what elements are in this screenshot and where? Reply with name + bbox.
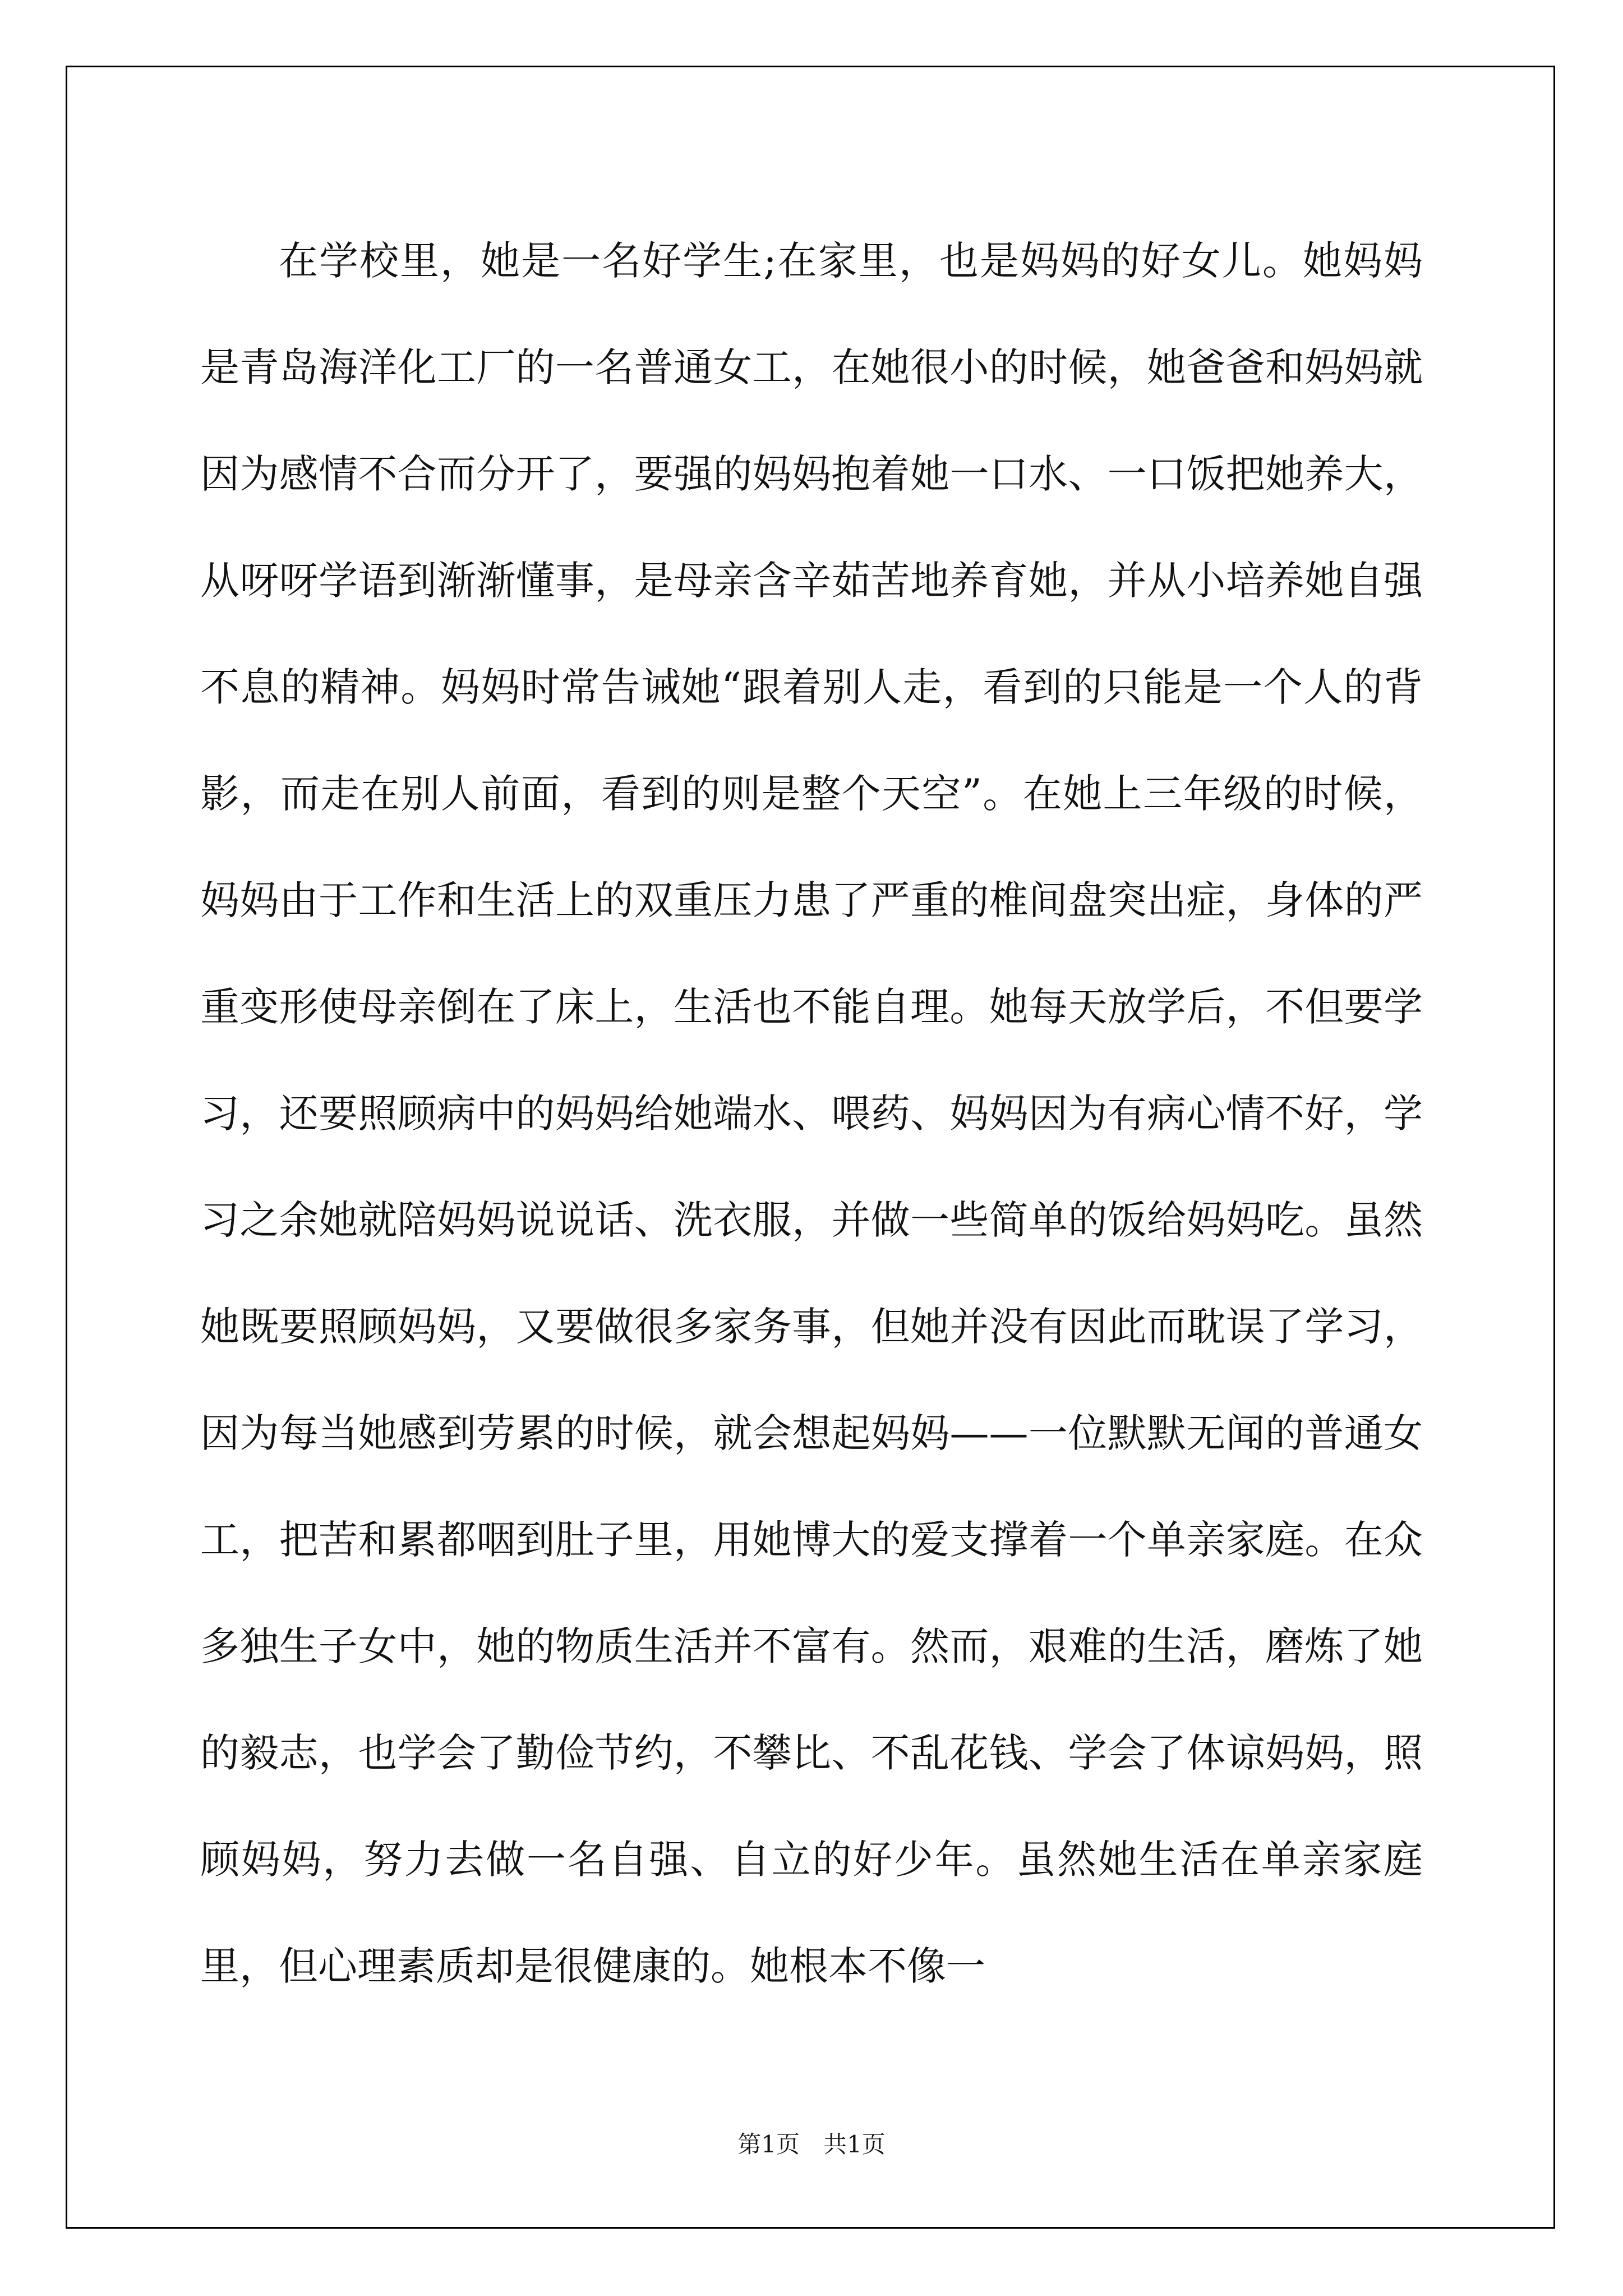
page-number-footer: 第1页 共1页	[737, 2131, 886, 2158]
body-paragraph: 在学校里，她是一名好学生;在家里，也是妈妈的好女儿。她妈妈是青岛海洋化工厂的一名普通女工，在她很小的时候，她爸爸和妈妈就因为感情不合而分开了，要强的妈妈抱着她一口水、一口饭把她养大，从呀呀学语到渐渐懂事，是母亲含辛茹苦地养育她，并从小培养她自强不息的精神。妈妈时常告诫她“跟着别人走，看到的只能是一个人的背影，而走在别人前面，看到的则是整个天空”。在她上三年级的时候，妈妈由于工作和生活上的双重压力患了严重的椎间盘突出症，身体的严重变形使母亲倒在了床上，生活也不能自理。她每天放学后，不但要学习，还要照顾病中的妈妈给她端水、喂药、妈妈因为有病心情不好，学习之余她就陪妈妈说说话、洗衣服，并做一些简单的饭给妈妈吃。虽然她既要照顾妈妈，又要做很多家务事，但她并没有因此而耽误了学习，因为每当她感到劳累的时候，就会想起妈妈——一位默默无闻的普通女工，把苦和累都咽到肚子里，用她博大的爱支撑着一个单亲家庭。在众多独生子女中，她的物质生活并不富有。然而，艰难的生活，磨炼了她的毅志，也学会了勤俭节约，不攀比、不乱花钱、学会了体谅妈妈，照顾妈妈，努力去做一名自强、自立的好少年。虽然她生活在单亲家庭里，但心理素质却是很健康的。她根本不像一	[200, 238, 1423, 1989]
